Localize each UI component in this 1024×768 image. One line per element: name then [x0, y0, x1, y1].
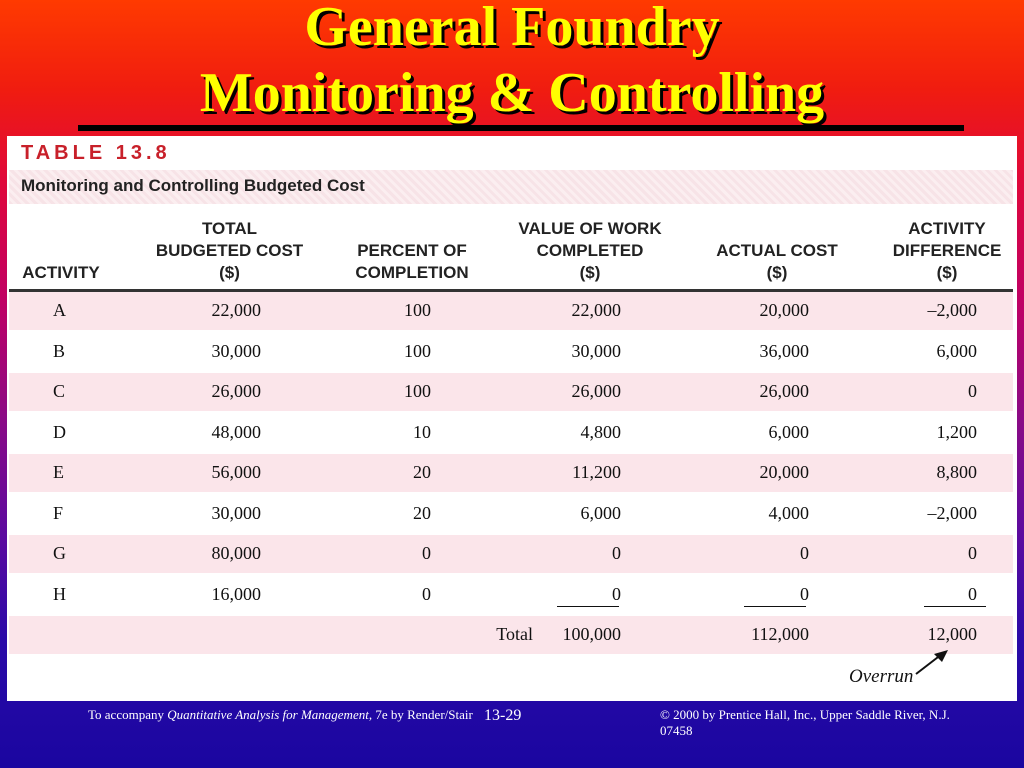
slide-title-line1: General Foundry [304, 0, 720, 58]
activity-cell: C [53, 381, 66, 401]
table-number: TABLE 13.8 [21, 142, 171, 164]
actual-cost-cell: 26,000 [759, 381, 809, 401]
table-row [9, 495, 1013, 533]
activity-cell: G [53, 543, 66, 563]
total-difference: 12,000 [927, 624, 977, 644]
percent-cell: 10 [413, 421, 431, 442]
value-cell: 0 [612, 583, 621, 604]
header-actual-cost: ACTUAL COST ($) [716, 241, 838, 282]
budget-cell: 16,000 [211, 583, 261, 604]
table-row [9, 454, 1013, 492]
budget-cell: 26,000 [211, 381, 261, 401]
actual-cost-cell: 0 [800, 583, 809, 604]
table-caption: Monitoring and Controlling Budgeted Cost [21, 176, 365, 195]
difference-cell: 0 [968, 543, 977, 563]
activity-cell: E [53, 462, 64, 482]
difference-cell: 1,200 [936, 421, 977, 442]
difference-cell: –2,000 [927, 300, 977, 320]
difference-cell: –2,000 [927, 502, 977, 523]
value-cell: 22,000 [571, 300, 621, 320]
footer-copyright: © 2000 by Prentice Hall, Inc., Upper Saddle River, N.J. 07458 [660, 707, 950, 738]
value-cell: 0 [612, 543, 621, 563]
table-row [9, 576, 1013, 614]
activity-cell: D [53, 421, 66, 442]
activity-cell: H [53, 583, 66, 604]
title-underline [78, 125, 964, 131]
percent-cell: 0 [422, 583, 431, 604]
table-row [9, 414, 1013, 452]
footer-citation: To accompany Quantitative Analysis for Management, 7e by Render/Stair [88, 707, 473, 722]
activity-cell: A [53, 300, 66, 320]
header-activity-difference: ACTIVITY DIFFERENCE ($) [892, 219, 1002, 282]
actual-cost-cell: 36,000 [759, 340, 809, 361]
budget-cell: 80,000 [211, 543, 261, 563]
sum-underline [924, 606, 986, 607]
value-cell: 30,000 [571, 340, 621, 361]
value-cell: 4,800 [580, 421, 621, 442]
activity-cell: F [53, 502, 64, 523]
total-value: 100,000 [562, 624, 621, 644]
actual-cost-cell: 0 [800, 543, 809, 563]
actual-cost-cell: 20,000 [759, 462, 809, 482]
header-percent-completion: PERCENT OF COMPLETION [355, 241, 469, 282]
activity-cell: B [53, 340, 66, 361]
value-cell: 6,000 [580, 502, 621, 523]
percent-cell: 100 [404, 381, 431, 401]
table-row [9, 373, 1013, 411]
table-row [9, 292, 1013, 330]
budget-cell: 30,000 [211, 340, 261, 361]
percent-cell: 20 [413, 462, 431, 482]
difference-cell: 8,800 [936, 462, 977, 482]
total-row [9, 616, 1013, 654]
total-actual: 112,000 [751, 624, 809, 644]
total-label: Total [496, 624, 533, 644]
sum-underline [744, 606, 806, 607]
table-panel [7, 136, 1017, 701]
percent-cell: 100 [404, 300, 431, 320]
actual-cost-cell: 6,000 [768, 421, 809, 442]
actual-cost-cell: 4,000 [768, 502, 809, 523]
page-number: 13-29 [484, 707, 522, 724]
percent-cell: 100 [404, 340, 431, 361]
budget-cell: 48,000 [211, 421, 261, 442]
slide-title-line2: Monitoring & Controlling [199, 62, 825, 124]
budget-cell: 22,000 [211, 300, 261, 320]
percent-cell: 0 [422, 543, 431, 563]
difference-cell: 6,000 [936, 340, 977, 361]
sum-underline [557, 606, 619, 607]
actual-cost-cell: 20,000 [759, 300, 809, 320]
percent-cell: 20 [413, 502, 431, 523]
header-activity: ACTIVITY [22, 263, 100, 282]
difference-cell: 0 [968, 381, 977, 401]
budget-cell: 30,000 [211, 502, 261, 523]
value-cell: 26,000 [571, 381, 621, 401]
budget-cell: 56,000 [211, 462, 261, 482]
header-total-budgeted-cost: TOTAL BUDGETED COST ($) [155, 219, 304, 282]
overrun-arrow-icon [912, 648, 952, 678]
table-row [9, 333, 1013, 371]
header-value-of-work: VALUE OF WORK COMPLETED ($) [518, 219, 662, 282]
value-cell: 11,200 [572, 462, 621, 482]
table-row [9, 535, 1013, 573]
overrun-annotation: Overrun [849, 666, 914, 687]
difference-cell: 0 [968, 583, 977, 604]
